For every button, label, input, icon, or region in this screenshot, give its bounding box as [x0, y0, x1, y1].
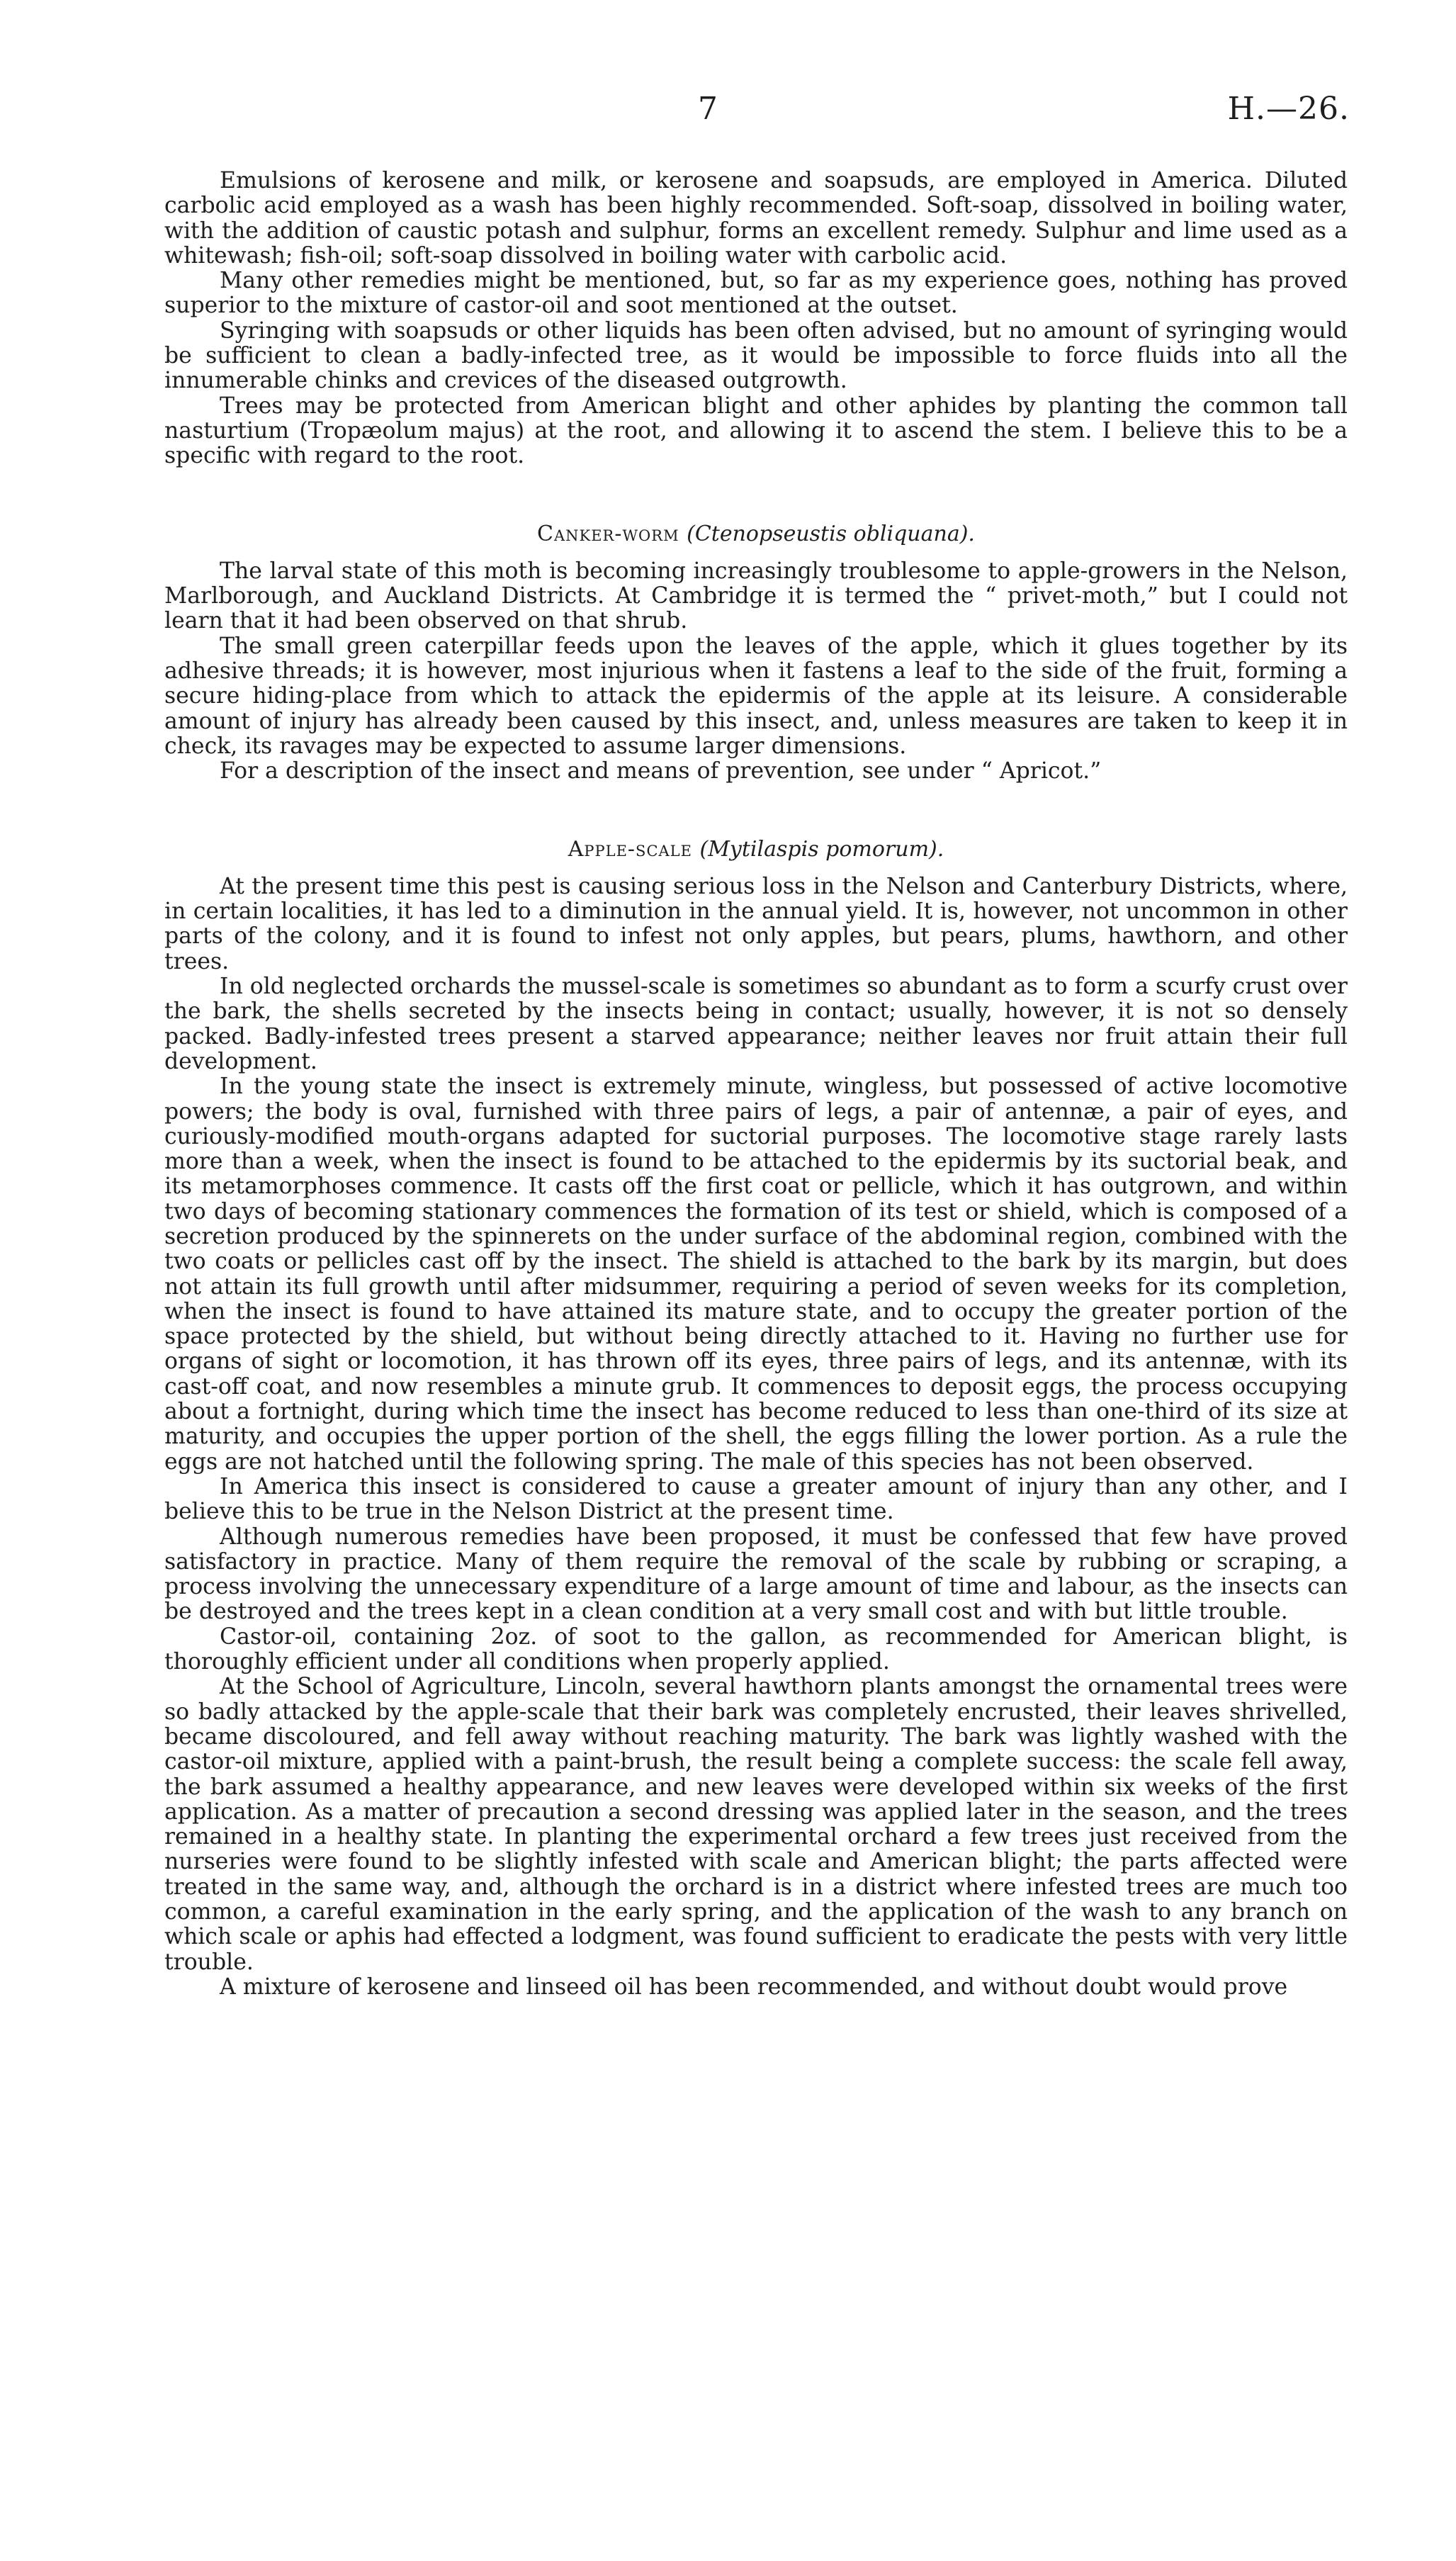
apple-scale-paragraph: In America this insect is considered to cause a greater amount of injury than any other, and I believe this to be true in the Nelson District at the present time.	[164, 1473, 1348, 1525]
apple-scale-paragraph: Although numerous remedies have been proposed, it must be confessed that few have proved satisfactory in practice. Many of them require the removal of the scale by rubbing or scraping, a process involving the unnecessary expenditure of a large amount of time and labour, as the insects can be destroyed and the trees kept in a clean condition at a very small cost and with but little trouble.	[164, 1524, 1348, 1625]
intro-paragraph: Emulsions of kerosene and milk, or kerosene and soapsuds, are employed in America. Diluted carbolic acid employed as a wash has been highly recommended. Soft-soap, dissolved in boiling water, with the addition of caustic potash and sulphur, forms an excellent remedy. Sulphur and lime used as a whitewash; fish-oil; soft-soap dissolved in boiling water with carbolic acid.	[164, 168, 1348, 269]
apple-scale-paragraph: In the young state the insect is extremely minute, wingless, but possessed of active locomotive powers; the body is oval, furnished with three pairs of legs, a pair of antennæ, a pair of eyes, and curiously-modified mouth-organs adapted for suctorial purposes. The locomotive stage rarely lasts more than a week, when the insect is found to be attached to the epidermis by its suctorial beak, and its metamorphoses commence. It casts off the first coat or pellicle, which it has outgrown, and within two days of becoming stationary commences the formation of its test or shield, which is composed of a secretion produced by the spinnerets on the under surface of the abdominal region, combined with the two coats or pellicles cast off by the insect. The shield is attached to the bark by its margin, but does not attain its full growth until after midsummer, requiring a period of seven weeks for its completion, when the insect is found to have attained its mature state, and to occupy the greater portion of the space protected by the shield, but without being directly attached to it. Having no further use for organs of sight or locomotion, it has thrown off its eyes, three pairs of legs, and its antennæ, with its cast-off coat, and now resembles a minute grub. It commences to deposit eggs, the process occupying about a fortnight, during which time the insect has become reduced to less than one-third of its size at maturity, and occupies the upper portion of the shell, the eggs filling the lower portion. As a rule the eggs are not hatched until the following spring. The male of this species has not been observed.	[164, 1074, 1348, 1475]
document-reference: H.—26.	[1227, 91, 1350, 127]
canker-paragraph: For a description of the insect and means of prevention, see under “ Apricot.”	[220, 758, 1102, 784]
page-number: 7	[698, 91, 718, 127]
section-heading-canker-worm	[164, 522, 1348, 546]
heading-common-name: Apple-scale	[568, 836, 692, 862]
apple-scale-paragraph: Castor-oil, containing 2oz. of soot to the gallon, as recommended for American blight, is thoroughly efficient under all conditions when properly applied.	[164, 1623, 1348, 1675]
canker-paragraph: The larval state of this moth is becoming increasingly troublesome to apple-growers in the Nelson, Marlborough, and Auckland Districts. At Cambridge it is termed the “ privet-moth,” but I could not learn that it had been observed on that shrub.	[164, 558, 1348, 634]
page-header	[163, 91, 1350, 140]
apple-scale-paragraph: At the School of Agriculture, Lincoln, several hawthorn plants amongst the ornamental trees were so badly attacked by the apple-scale that their bark was completely encrusted, their leaves shrivelled, became discoloured, and fell away without reaching maturity. The bark was lightly washed with the castor-oil mixture, applied with a paint-brush, the result being a complete success: the scale fell away, the bark assumed a healthy appearance, and new leaves were developed within six weeks of the first application. As a matter of precaution a second dressing was applied later in the season, and the trees remained in a healthy state. In planting the experimental orchard a few trees just received from the nurseries were found to be slightly infested with scale and American blight; the parts affected were treated in the same way, and, although the orchard is in a district where infested trees are much too common, a careful examination in the early spring, and the application of the wash to any branch on which scale or aphis had effected a lodgment, was found sufficient to eradicate the pests with very little trouble.	[164, 1674, 1348, 1975]
body-text	[164, 169, 1348, 2000]
section-heading-apple-scale	[164, 837, 1348, 862]
apple-scale-paragraph: In old neglected orchards the mussel-scale is sometimes so abundant as to form a scurfy crust over the bark, the shells secreted by the insects being in contact; usually, however, it is not so densely packed. Badly-infested trees present a starved appearance; neither leaves nor fruit attain their full development.	[164, 974, 1348, 1074]
canker-paragraph: The small green caterpillar feeds upon the leaves of the apple, which it glues together by its adhesive threads; it is however, most injurious when it fastens a leaf to the side of the fruit, forming a secure hiding-place from which to attack the epidermis of the apple at its leisure. A considerable amount of injury has already been caused by this insect, and, unless measures are taken to keep it in check, its ravages may be expected to assume larger dimensions.	[164, 633, 1348, 759]
apple-scale-paragraph: A mixture of kerosene and linseed oil has been recommended, and without doubt would prove	[220, 1974, 1288, 2000]
heading-common-name: Canker-worm	[537, 521, 679, 546]
apple-scale-paragraph: At the present time this pest is causing serious loss in the Nelson and Canterbury Districts, where, in certain localities, it has led to a diminution in the annual yield. It is, however, not uncommon in other parts of the colony, and it is found to infest not only apples, but pears, plums, hawthorn, and other trees.	[164, 873, 1348, 974]
heading-latin-name: (Mytilaspis pomorum).	[699, 836, 944, 862]
intro-paragraph: Many other remedies might be mentioned, but, so far as my experience goes, nothing has proved superior to the mixture of castor-oil and soot mentioned at the outset.	[164, 268, 1348, 319]
intro-paragraph: Trees may be protected from American blight and other aphides by planting the common tall nasturtium (Tropæolum majus) at the root, and allowing it to ascend the stem. I believe this to be a specific with regard to the root.	[164, 393, 1348, 469]
heading-latin-name: (Ctenopseustis obliquana).	[687, 521, 975, 546]
intro-paragraph: Syringing with soapsuds or other liquids has been often advised, but no amount of syringing would be sufficient to clean a badly-infected tree, as it would be impossible to force fluids into all the innumerable chinks and crevices of the diseased outgrowth.	[164, 317, 1348, 394]
